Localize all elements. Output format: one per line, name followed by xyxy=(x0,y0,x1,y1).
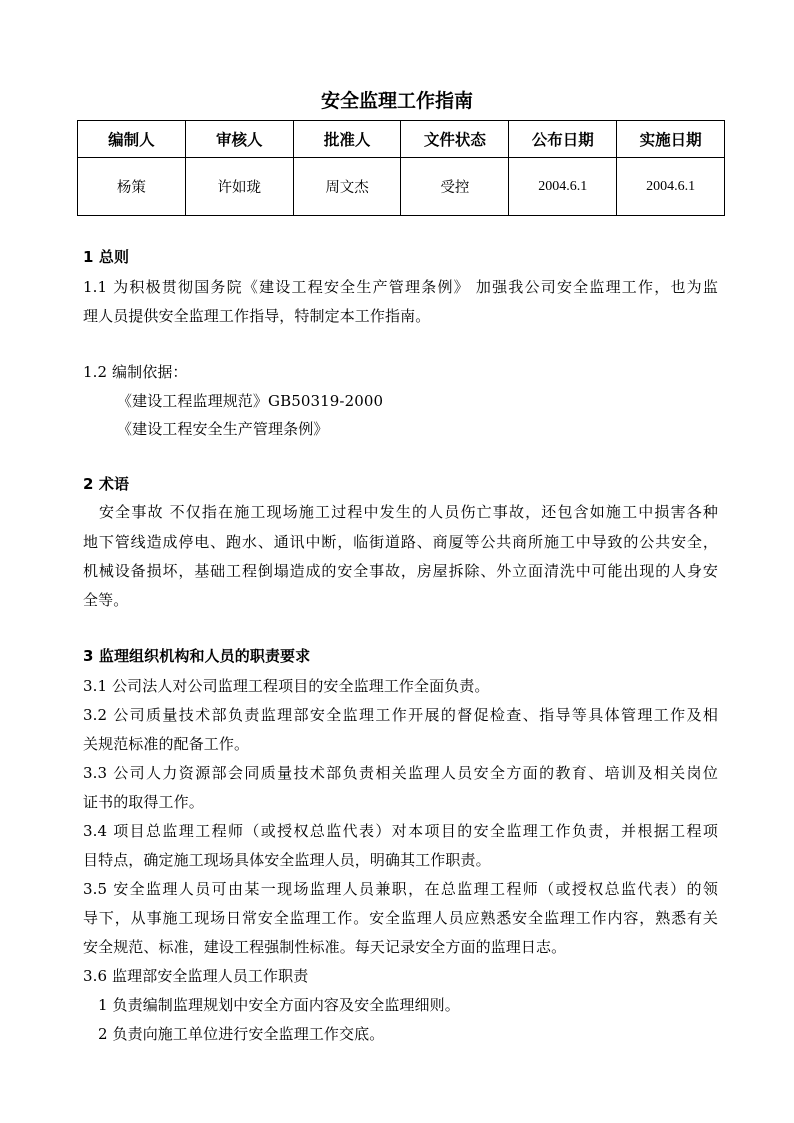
paragraph-line: 1.2 编制依据： xyxy=(83,363,188,381)
paragraph-line: 证书的取得工作。 xyxy=(83,793,204,811)
section-1-heading: 1 总则 xyxy=(83,248,130,266)
meta-value-row xyxy=(78,158,725,216)
document-title: 安全监理工作指南 xyxy=(320,90,473,112)
paragraph-line: 安全规范、标准，建设工程强制性标准。每天记录安全方面的监理日志。 xyxy=(83,938,567,956)
paragraph-line: 机械设备损坏，基础工程倒塌造成的安全事故，房屋拆除、外立面清洗中可能出现的人身安 xyxy=(83,562,718,580)
document-meta-table xyxy=(77,120,725,216)
paragraph-line: 3.2 公司质量技术部负责监理部安全监理工作开展的督促检查、指导等具体管理工作及相 xyxy=(83,706,718,724)
paragraph-line: 全等。 xyxy=(83,591,129,609)
meta-value-cell: 许如珑 xyxy=(185,158,293,216)
section-2-heading: 2 术语 xyxy=(83,475,130,493)
paragraph-line: 3.1 公司法人对公司监理工程项目的安全监理工作全面负责。 xyxy=(83,677,490,695)
meta-header-cell: 公布日期 xyxy=(509,121,617,158)
paragraph-line: 地下管线造成停电、跑水、通讯中断，临街道路、商厦等公共商所施工中导致的公共安全， xyxy=(83,533,718,551)
section-3-heading: 3 监理组织机构和人员的职责要求 xyxy=(83,647,311,665)
meta-value-cell: 2004.6.1 xyxy=(509,158,617,216)
meta-value-cell: 受控 xyxy=(401,158,509,216)
list-item: 1 负责编制监理规划中安全方面内容及安全监理细则。 xyxy=(98,996,460,1014)
paragraph-line: 导下，从事施工现场日常安全监理工作。安全监理人员应熟悉安全监理工作内容，熟悉有关 xyxy=(83,909,718,927)
meta-header-cell: 审核人 xyxy=(185,121,293,158)
paragraph-line: 1.1 为积极贯彻国务院《建设工程安全生产管理条例》 加强我公司安全监理工作，也为监 xyxy=(83,278,718,296)
paragraph-line: 关规范标准的配备工作。 xyxy=(83,735,250,753)
paragraph-line: 3.6 监理部安全监理人员工作职责 xyxy=(83,967,309,985)
reference-item: 《建设工程监理规范》GB50319-2000 xyxy=(117,392,384,410)
meta-header-cell: 编制人 xyxy=(78,121,186,158)
meta-header-cell: 实施日期 xyxy=(617,121,725,158)
paragraph-line: 安全事故 不仅指在施工现场施工过程中发生的人员伤亡事故，还包含如施工中损害各种 xyxy=(99,503,718,521)
meta-header-row xyxy=(78,121,725,158)
paragraph-line: 理人员提供安全监理工作指导，特制定本工作指南。 xyxy=(83,307,431,325)
meta-header-cell: 批准人 xyxy=(293,121,401,158)
paragraph-line: 目特点，确定施工现场具体安全监理人员，明确其工作职责。 xyxy=(83,851,491,869)
paragraph-line: 3.3 公司人力资源部会同质量技术部负责相关监理人员安全方面的教育、培训及相关岗位 xyxy=(83,764,718,782)
meta-header-cell: 文件状态 xyxy=(401,121,509,158)
paragraph-line: 3.4 项目总监理工程师（或授权总监代表）对本项目的安全监理工作负责，并根据工程项 xyxy=(83,822,718,840)
list-item: 2 负责向施工单位进行安全监理工作交底。 xyxy=(98,1025,385,1043)
reference-item: 《建设工程安全生产管理条例》 xyxy=(117,420,329,438)
meta-value-cell: 杨策 xyxy=(78,158,186,216)
paragraph-line: 3.5 安全监理人员可由某一现场监理人员兼职，在总监理工程师（或授权总监代表）的领 xyxy=(83,880,718,898)
meta-value-cell: 2004.6.1 xyxy=(617,158,725,216)
meta-value-cell: 周文杰 xyxy=(293,158,401,216)
